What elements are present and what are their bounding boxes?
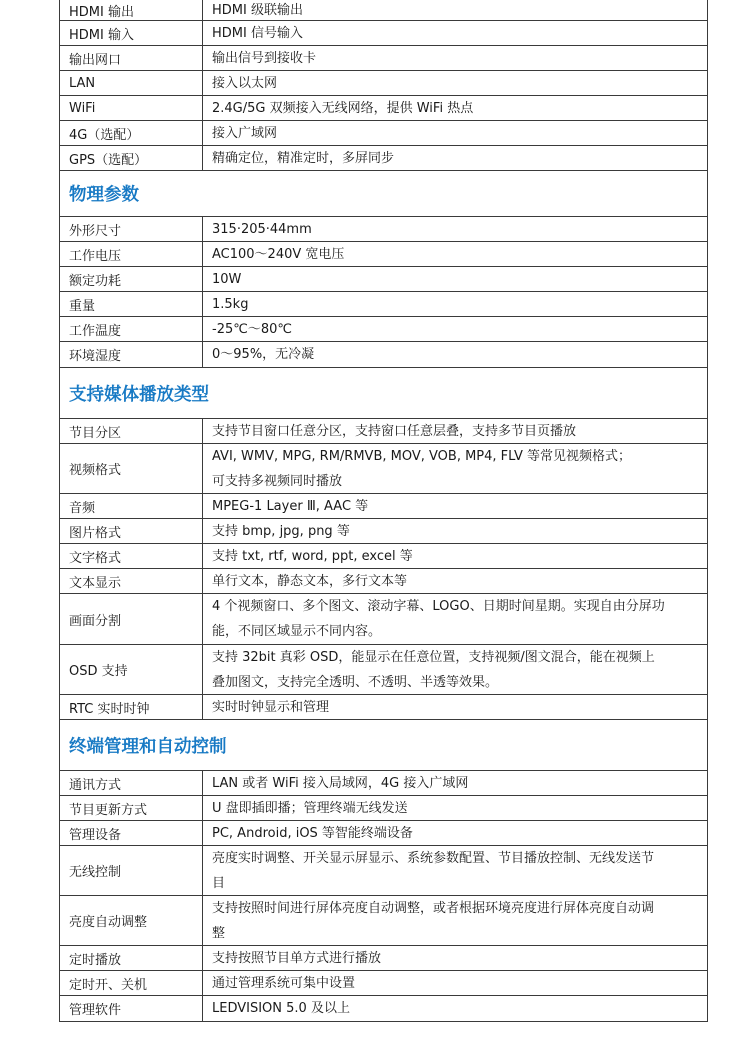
spec-table (59, 0, 708, 1022)
value-line: 支持 bmp, jpg, png 等 (212, 523, 350, 539)
value-line: 通过管理系统可集中设置 (212, 975, 356, 991)
row-label: 4G（选配） (60, 121, 203, 145)
section-title: 物理参数 (60, 170, 707, 216)
row-label: 通讯方式 (60, 771, 203, 795)
value-line: HDMI 级联输出 (212, 2, 303, 18)
row-label: 节目分区 (60, 419, 203, 443)
table-row (60, 70, 707, 95)
row-label: 环境湿度 (60, 342, 203, 367)
table-row (60, 241, 707, 266)
table-row (60, 518, 707, 543)
table-row (60, 341, 707, 367)
row-label: 工作电压 (60, 242, 203, 266)
table-row (60, 291, 707, 316)
value-line: 4 个视频窗口、多个图文、滚动字幕、LOGO、日期时间星期。实现自由分屏功 (212, 599, 665, 614)
value-line: LAN 或者 WiFi 接入局域网，4G 接入广域网 (212, 775, 469, 791)
row-label: 文字格式 (60, 544, 203, 568)
row-value (203, 146, 707, 170)
row-value (203, 996, 707, 1021)
table-row (60, 970, 707, 995)
row-value (203, 121, 707, 145)
row-value (203, 444, 707, 493)
row-value (203, 796, 707, 820)
table-row (60, 20, 707, 45)
row-value (203, 292, 707, 316)
value-line: 10W (212, 271, 242, 287)
row-label: 重量 (60, 292, 203, 316)
value-line: 可支持多视频同时播放 (212, 473, 343, 489)
value-line: 2.4G/5G 双频接入无线网络，提供 WiFi 热点 (212, 100, 474, 116)
value-line: 实时时钟显示和管理 (212, 699, 330, 715)
row-label: 工作温度 (60, 317, 203, 341)
table-row (60, 266, 707, 291)
row-value (203, 21, 707, 45)
value-line: 支持按照节目单方式进行播放 (212, 950, 382, 966)
table-row (60, 795, 707, 820)
row-label: HDMI 输入 (60, 21, 203, 45)
value-line: 支持 32bit 真彩 OSD，能显示在任意位置，支持视频/图文混合，能在视频上 (212, 649, 655, 665)
row-label: HDMI 输出 (60, 0, 203, 20)
value-line: 单行文本，静态文本，多行文本等 (212, 573, 408, 589)
row-label: 定时播放 (60, 946, 203, 970)
row-value (203, 46, 707, 70)
value-line: 精确定位，精准定时，多屏同步 (212, 150, 395, 166)
value-line: AC100～240V 宽电压 (212, 246, 345, 262)
table-row (60, 95, 707, 120)
table-row (60, 895, 707, 945)
row-value (203, 267, 707, 291)
row-value (203, 0, 707, 20)
row-label: 视频格式 (60, 444, 203, 493)
value-line: 输出信号到接收卡 (212, 50, 317, 66)
row-label: WiFi (60, 96, 203, 120)
table-row (60, 694, 707, 719)
row-value (203, 846, 707, 895)
table-row (60, 316, 707, 341)
table-row (60, 418, 707, 443)
row-value (203, 317, 707, 341)
value-line: 叠加图文，支持完全透明、不透明、半透等效果。 (212, 674, 499, 690)
value-line: 315·205·44mm (212, 221, 312, 237)
table-row (60, 443, 707, 493)
table-row (60, 145, 707, 170)
table-row (60, 644, 707, 694)
table-row (60, 120, 707, 145)
row-label: 输出网口 (60, 46, 203, 70)
row-label: LAN (60, 71, 203, 95)
table-row (60, 995, 707, 1021)
value-line: MPEG-1 Layer Ⅲ, AAC 等 (212, 498, 369, 514)
value-line: 接入广域网 (212, 125, 278, 141)
table-row (60, 845, 707, 895)
row-label: 外形尺寸 (60, 217, 203, 241)
row-label: 额定功耗 (60, 267, 203, 291)
row-label: 文本显示 (60, 569, 203, 593)
value-line: 整 (212, 925, 226, 941)
row-value (203, 494, 707, 518)
row-label: 管理软件 (60, 996, 203, 1021)
row-label: 管理设备 (60, 821, 203, 845)
section-title: 终端管理和自动控制 (60, 719, 707, 770)
row-value (203, 695, 707, 719)
row-label: 音频 (60, 494, 203, 518)
section-title: 支持媒体播放类型 (60, 367, 707, 418)
value-line: HDMI 信号输入 (212, 25, 303, 41)
value-line: AVI, WMV, MPG, RM/RMVB, MOV, VOB, MP4, FLV 等常见视频格式； (212, 448, 631, 464)
table-row (60, 0, 707, 20)
row-label: 画面分割 (60, 594, 203, 644)
value-line: 支持节目窗口任意分区，支持窗口任意层叠，支持多节目页播放 (212, 423, 577, 439)
row-value (203, 71, 707, 95)
row-value (203, 519, 707, 543)
value-line: 支持按照时间进行屏体亮度自动调整，或者根据环境亮度进行屏体亮度自动调 (212, 900, 655, 916)
row-value (203, 971, 707, 995)
table-row (60, 216, 707, 241)
row-value (203, 821, 707, 845)
row-value (203, 645, 707, 694)
row-value (203, 946, 707, 970)
row-value (203, 569, 707, 593)
row-label: 无线控制 (60, 846, 203, 895)
table-row (60, 45, 707, 70)
row-value (203, 342, 707, 367)
row-label: RTC 实时时钟 (60, 695, 203, 719)
value-line: 接入以太网 (212, 75, 278, 91)
row-value (203, 96, 707, 120)
value-line: 能，不同区域显示不同内容。 (212, 624, 382, 639)
row-label: 节目更新方式 (60, 796, 203, 820)
row-label: 亮度自动调整 (60, 896, 203, 945)
row-label: GPS（选配） (60, 146, 203, 170)
value-line: 1.5kg (212, 296, 249, 312)
row-value (203, 771, 707, 795)
row-label: OSD 支持 (60, 645, 203, 694)
row-label: 图片格式 (60, 519, 203, 543)
row-value (203, 896, 707, 945)
table-row (60, 543, 707, 568)
value-line: U 盘即插即播；管理终端无线发送 (212, 800, 408, 816)
value-line: PC, Android, iOS 等智能终端设备 (212, 825, 413, 841)
row-value (203, 544, 707, 568)
row-value (203, 217, 707, 241)
row-value (203, 419, 707, 443)
table-row (60, 493, 707, 518)
row-value (203, 594, 707, 644)
table-row (60, 770, 707, 795)
value-line: -25℃～80℃ (212, 321, 292, 337)
value-line: 目 (212, 875, 226, 891)
value-line: 0～95%，无冷凝 (212, 347, 315, 362)
value-line: 亮度实时调整、开关显示屏显示、系统参数配置、节目播放控制、无线发送节 (212, 850, 655, 866)
row-label: 定时开、关机 (60, 971, 203, 995)
table-row (60, 820, 707, 845)
row-value (203, 242, 707, 266)
value-line: 支持 txt, rtf, word, ppt, excel 等 (212, 548, 413, 564)
table-row (60, 945, 707, 970)
value-line: LEDVISION 5.0 及以上 (212, 1001, 350, 1016)
table-row (60, 593, 707, 644)
table-row (60, 568, 707, 593)
